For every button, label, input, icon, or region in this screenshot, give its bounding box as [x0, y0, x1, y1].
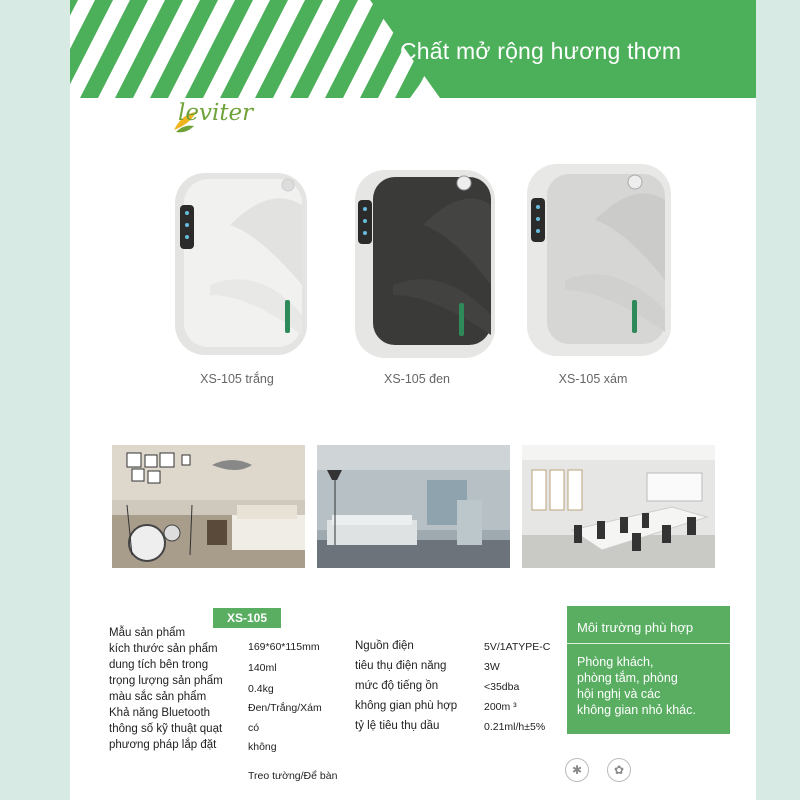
spec-value: 200m ³ — [484, 701, 517, 713]
divider — [567, 643, 730, 644]
environment-line: Phòng khách, — [577, 655, 654, 669]
spec-value: Treo tường/Để bàn — [248, 770, 338, 782]
spec-label: mức độ tiếng ồn — [355, 680, 439, 692]
environment-body — [577, 654, 727, 718]
spec-label: thông số kỹ thuật quạt — [109, 723, 223, 735]
spec-value: 5V/1ATYPE-C — [484, 641, 551, 653]
spec-value: 0.4kg — [248, 683, 274, 695]
spec-value: 140ml — [248, 662, 277, 674]
spec-label: dung tích bên trong — [109, 659, 209, 671]
spec-label: màu sắc sản phẩm — [109, 691, 207, 703]
spec-value: không — [248, 741, 277, 753]
fan-icon: ✿ — [607, 758, 631, 782]
spec-label: trọng lượng sản phẩm — [109, 675, 223, 687]
spec-label: Nguồn điện — [355, 640, 414, 652]
model-tag: XS-105 — [213, 608, 281, 628]
environment-line: phòng tắm, phòng — [577, 671, 678, 685]
spec-value: Đen/Trắng/Xám — [248, 702, 322, 714]
spec-label: không gian phù hợp — [355, 700, 458, 712]
spec-value: 169*60*115mm — [248, 641, 320, 653]
spec-label: kích thước sản phẩm — [109, 643, 218, 655]
spec-label: Mẫu sản phẩm — [109, 627, 186, 639]
spec-label: tiêu thụ điện năng — [355, 660, 447, 672]
product-caption-gray: XS-105 xám — [558, 372, 628, 386]
product-sheet — [70, 0, 756, 800]
living-room-photo — [317, 445, 510, 568]
product-image-black — [353, 165, 498, 360]
product-caption-black: XS-105 đen — [383, 372, 451, 386]
brand-logo: leviter — [178, 100, 254, 126]
living-room-music-photo — [112, 445, 305, 568]
product-image-gray — [525, 160, 675, 360]
environment-title: Môi trường phù hợp — [577, 620, 694, 635]
product-image-white — [170, 165, 315, 360]
spec-value: 0.21ml/h±5% — [484, 721, 546, 733]
spec-value: có — [248, 722, 260, 734]
environment-line: không gian nhỏ khác. — [577, 703, 696, 717]
bluetooth-icon: ✱ — [565, 758, 589, 782]
spec-value: <35dba — [484, 681, 520, 693]
spec-value: 3W — [484, 661, 500, 673]
spec-label: Khả năng Bluetooth — [109, 707, 211, 719]
product-caption-white: XS-105 trắng — [200, 372, 274, 386]
page-title: Chất mở rộng hương thơm — [400, 38, 682, 64]
spec-label: phương pháp lắp đặt — [109, 739, 217, 751]
meeting-room-photo — [522, 445, 715, 568]
environment-box — [567, 606, 730, 734]
spec-label: tỷ lệ tiêu thụ dầu — [355, 720, 440, 732]
environment-line: hội nghị và các — [577, 687, 661, 701]
